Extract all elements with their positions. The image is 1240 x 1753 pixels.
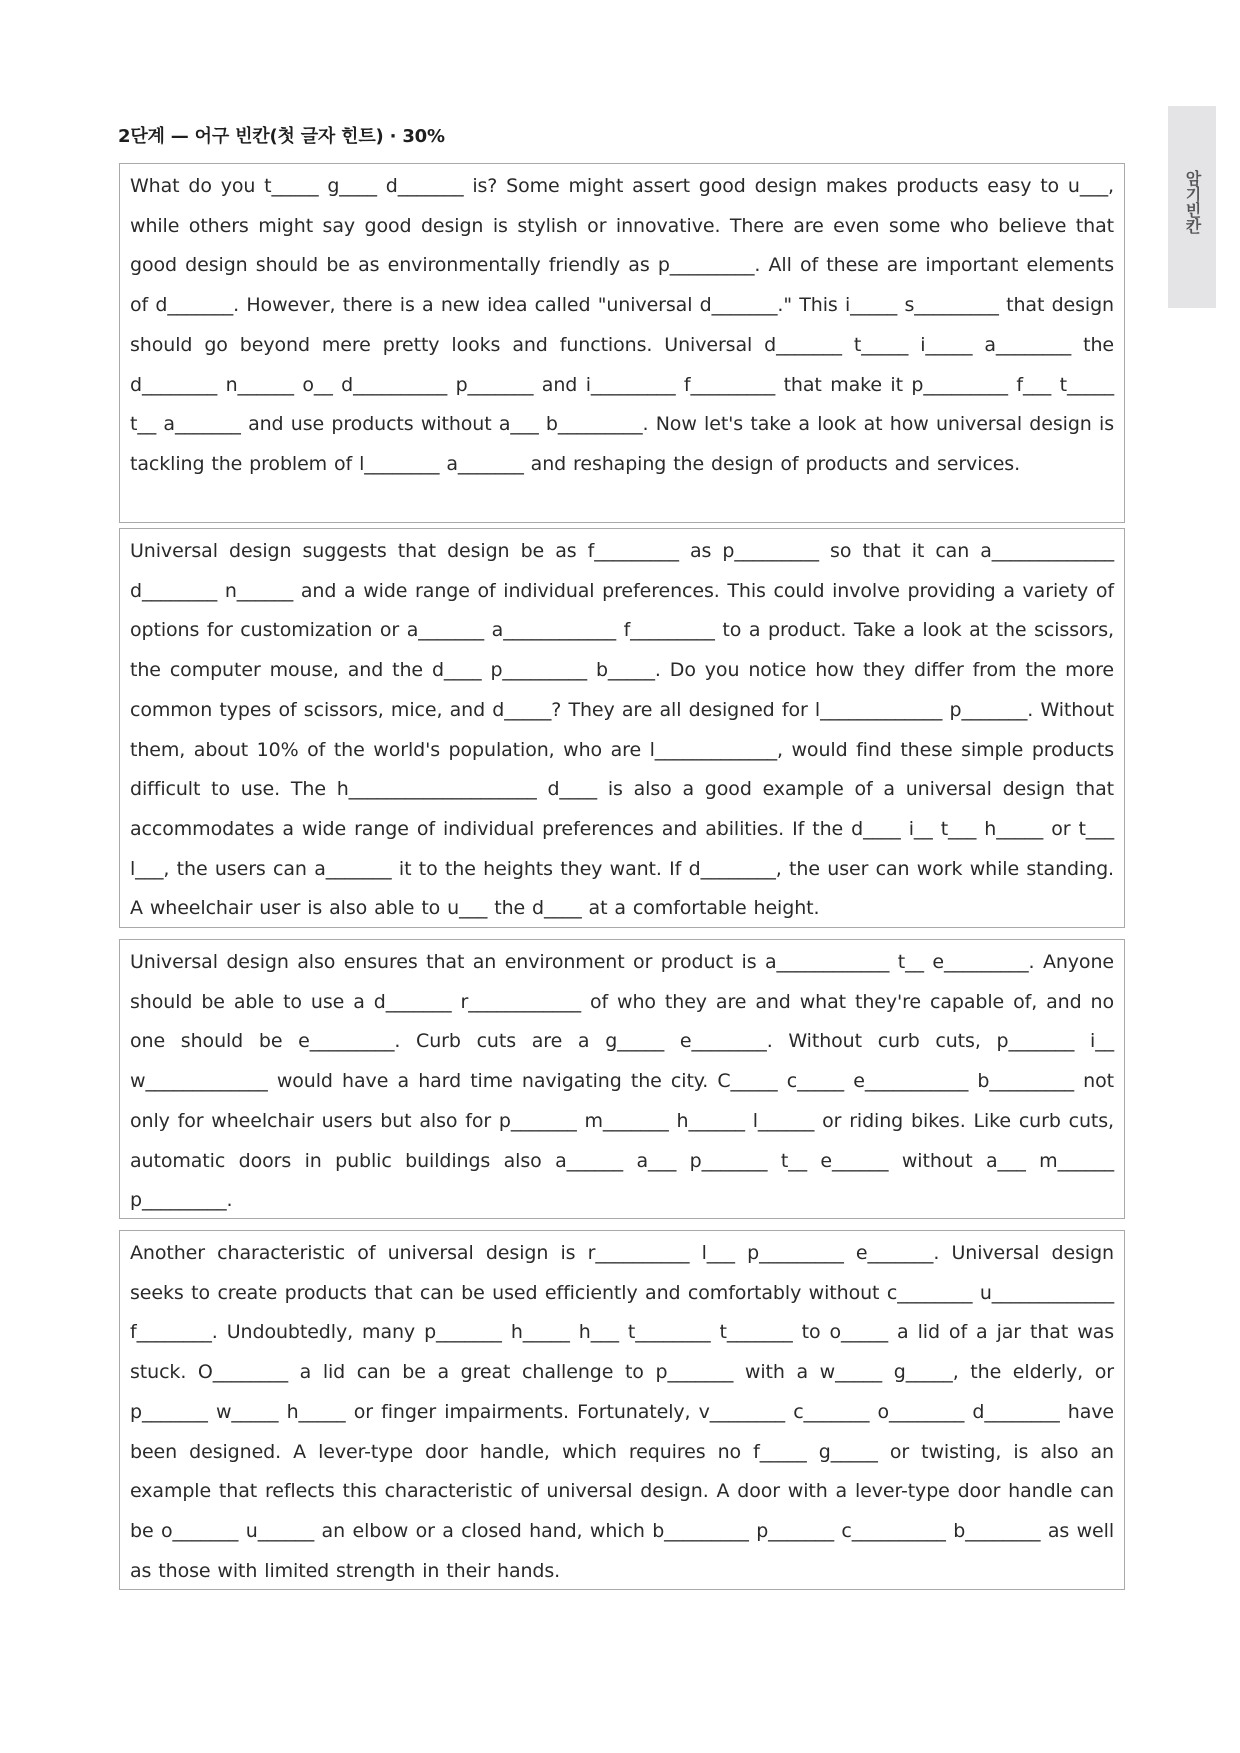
passage-box-2 — [119, 528, 1125, 928]
side-tab-label: 암기빈칸 — [1183, 170, 1202, 234]
passage-text-3: Universal design also ensures that an environment or product is a____________ t__ e_________. Anyone should be able to use a d_______ r____________ of who they are and what they're capable of, and no one should be e_________. Curb cuts are a g_____ e________. Without curb cuts, p_______ i__ w_____________ would have a hard time navigating the city. C_____ c_____ e___________ b_________ not only for wheelchair users but also for p_______ m_______ h______ l______ or riding bikes. Like curb cuts, automatic doors in public buildings also a______ a___ p_______ t__ e______ without a___ m______ p_________. — [130, 951, 1114, 1212]
side-tab — [1168, 106, 1216, 308]
passage-box-4 — [119, 1230, 1125, 1590]
passage-box-1 — [119, 163, 1125, 523]
passage-text-4: Another characteristic of universal design is r__________ l___ p_________ e_______. Universal design seeks to create products that can be used efficiently and comfortably without c________ u_____________ f________. Undoubtedly, many p_______ h_____ h___ t________ t_______ to o_____ a lid of a jar that was stuck. O________ a lid can be a great challenge to p_______ with a w_____ g_____, the elderly, or p_______ w_____ h_____ or finger impairments. Fortunately, v________ c_______ o________ d________ have been designed. A lever-type door handle, which requires no f_____ g_____ or twisting, is also an example that reflects this characteristic of universal design. A door with a lever-type door handle can be o_______ u______ an elbow or a closed hand, which b_________ p_______ c__________ b________ as well as those with limited strength in their hands. — [130, 1242, 1114, 1582]
passage-text-1: What do you t_____ g____ d_______ is? Some might assert good design makes products easy to u___, while others might say good design is stylish or innovative. There are even some who believe that good design should be as environmentally friendly as p_________. All of these are important elements of d_______. However, there is a new idea called "universal d_______." This i_____ s_________ that design should go beyond mere pretty looks and functions. Universal d_______ t_____ i_____ a________ the d________ n______ o__ d__________ p_______ and i_________ f_________ that make it p_________ f___ t_____ t__ a_______ and use products without a___ b_________. Now let's take a look at how universal design is tackling the problem of l________ a_______ and reshaping the design of products and services. — [130, 175, 1114, 475]
passage-text-2: Universal design suggests that design be as f_________ as p_________ so that it can a_____________ d________ n______ and a wide range of individual preferences. This could involve providing a variety of options for customization or a_______ a____________ f_________ to a product. Take a look at the scissors, the computer mouse, and the d____ p_________ b_____. Do you notice how they differ from the more common types of scissors, mice, and d_____? They are all designed for l_____________ p_______. Without them, about 10% of the world's population, who are l_____________, would find these simple products difficult to use. The h____________________ d____ is also a good example of a universal design that accommodates a wide range of individual preferences and abilities. If the d____ i__ t___ h_____ or t___ l___, the users can a_______ it to the heights they want. If d________, the user can work while standing. A wheelchair user is also able to u___ the d____ at a comfortable height. — [130, 540, 1114, 920]
passage-box-3 — [119, 939, 1125, 1219]
section-heading: 2단계 — 어구 빈칸(첫 글자 힌트) · 30% — [118, 126, 445, 147]
